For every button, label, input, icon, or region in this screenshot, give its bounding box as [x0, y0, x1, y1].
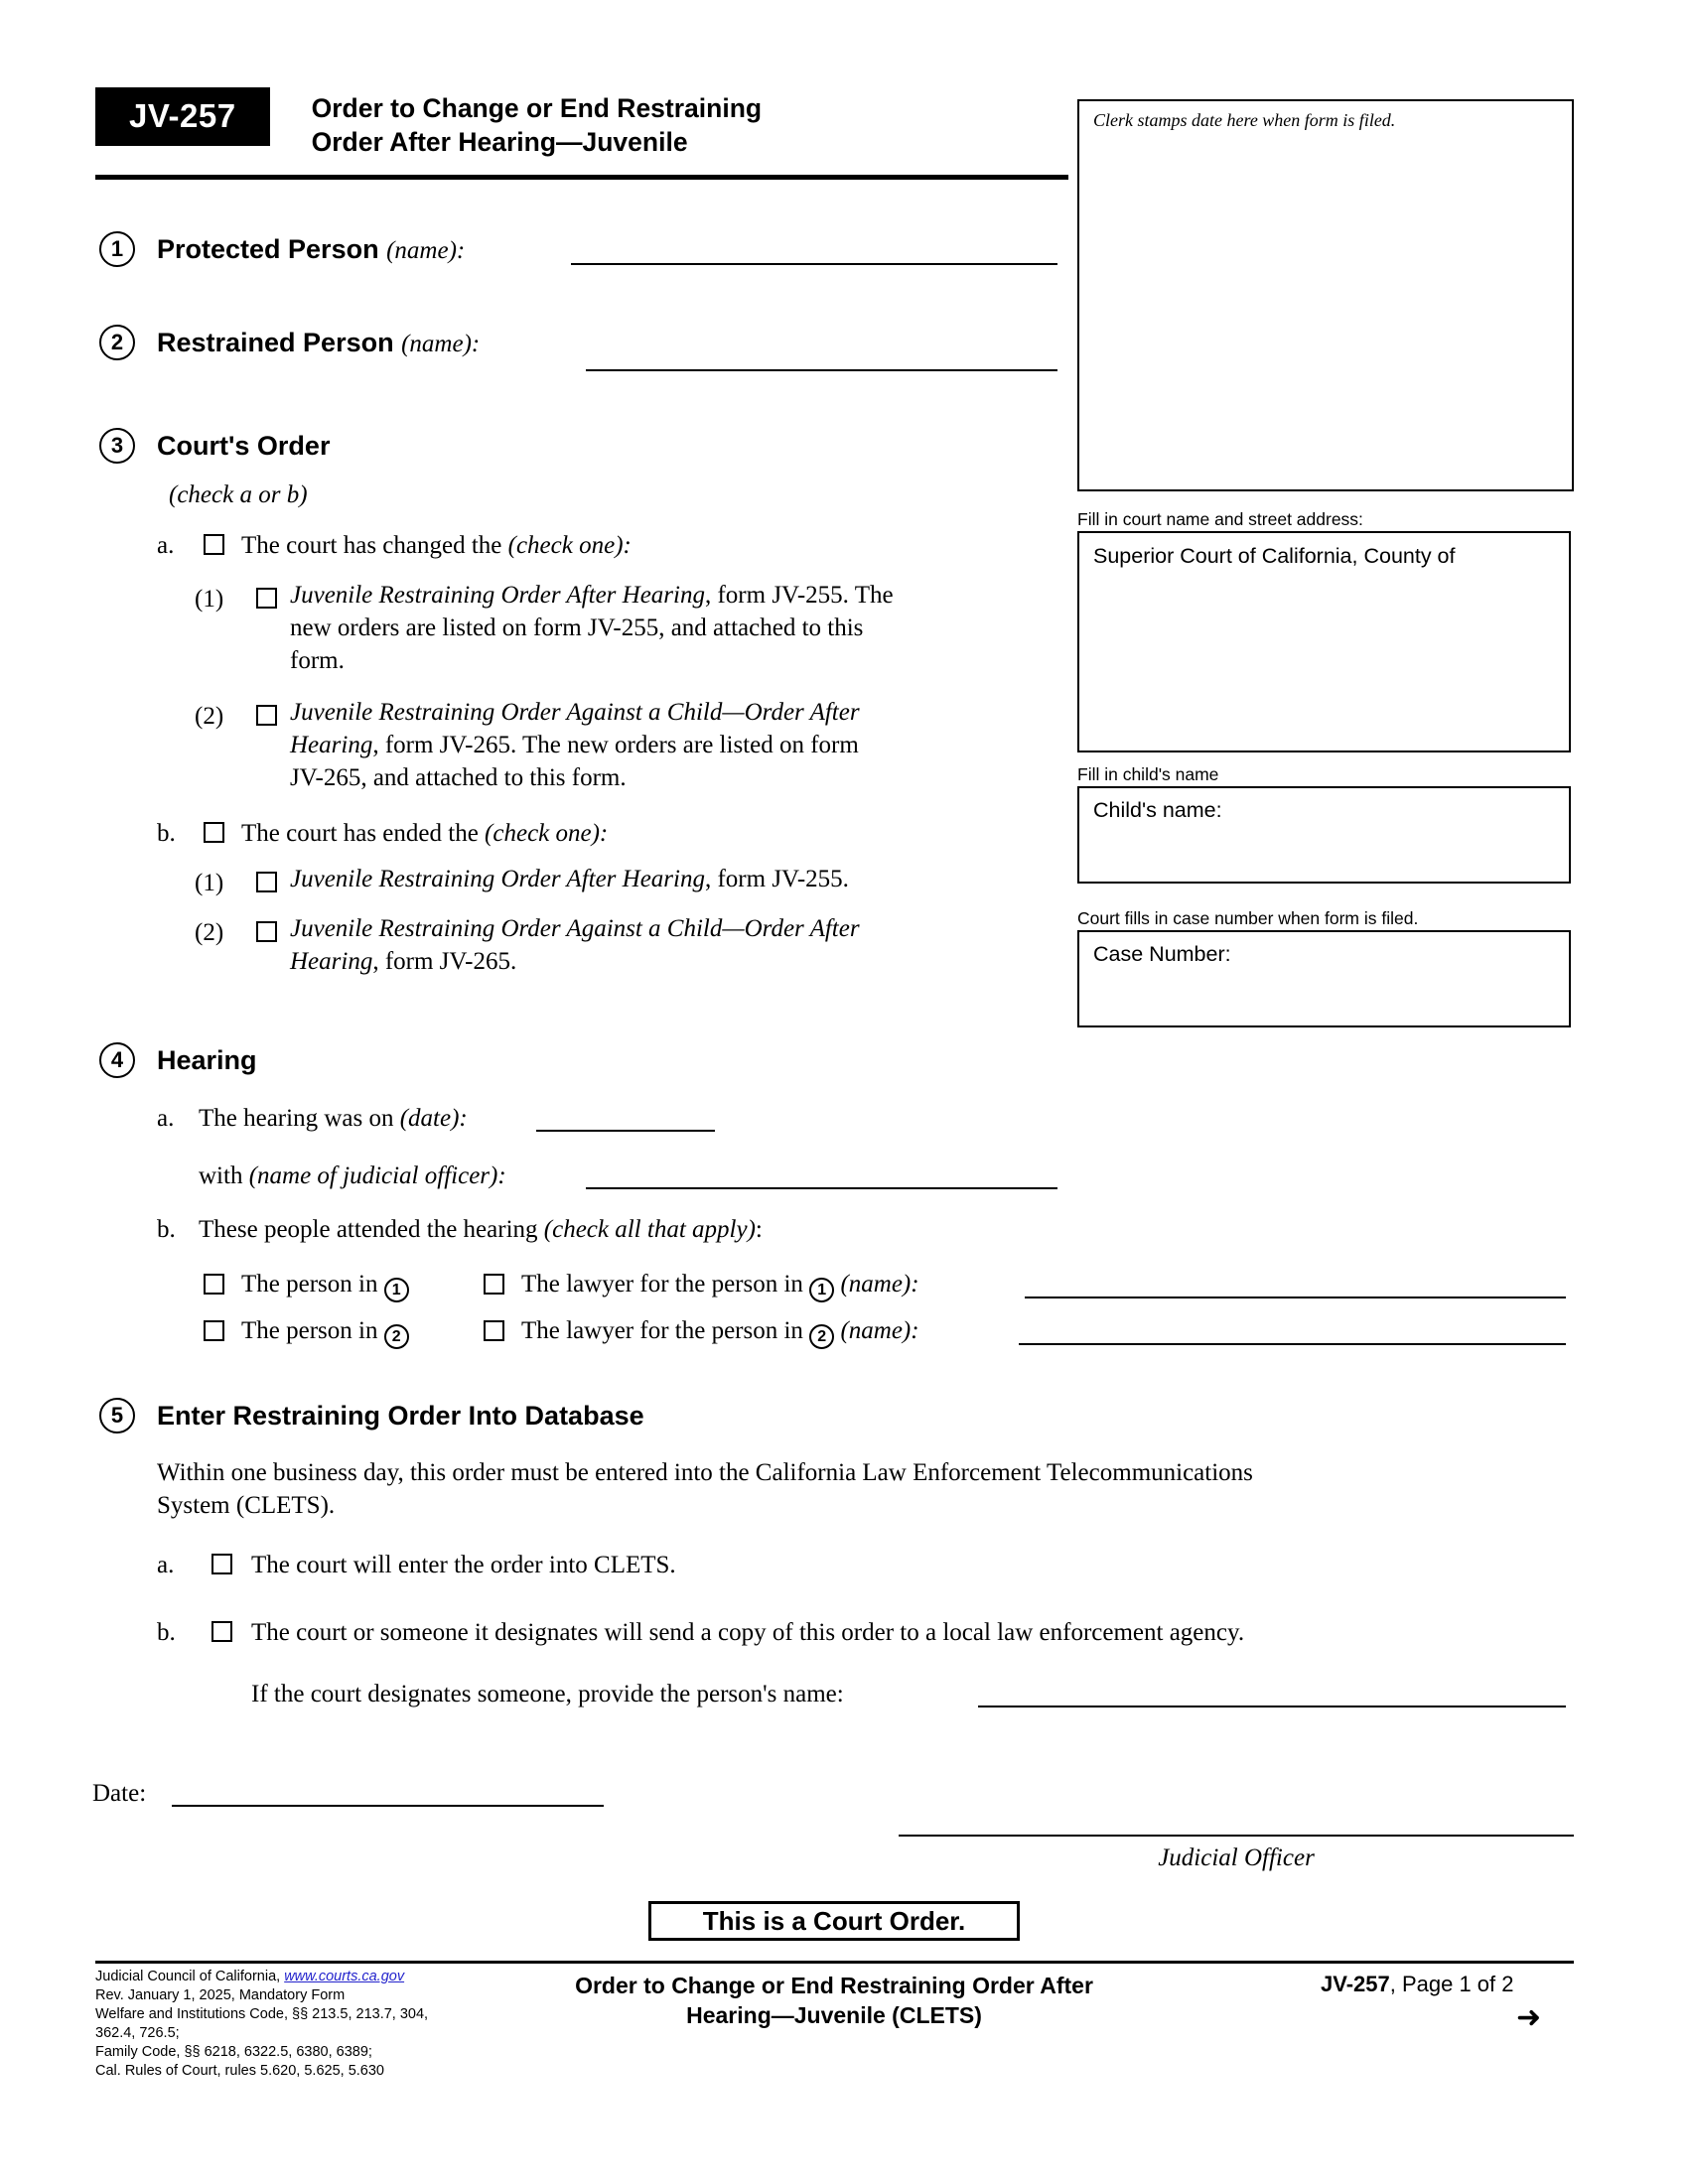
footer-title-line2: Hearing—Juvenile (CLETS) [686, 2002, 982, 2028]
child-name-value: Child's name: [1093, 798, 1222, 822]
item-3a2-rest2: , form JV-265. The new orders are listed on form [372, 732, 859, 758]
item-4a-officer-hint: (name of judicial officer): [248, 1162, 506, 1189]
item-5-number: 5 [99, 1398, 135, 1433]
item-5b-text: The court or someone it designates will send a copy of this order to a local law enforcement agency. [251, 1619, 1245, 1646]
item-1-label [157, 234, 465, 265]
item-2-title: Restrained Person [157, 328, 394, 357]
item-2-number: 2 [99, 325, 135, 360]
footer-rev: Rev. January 1, 2025, Mandatory Form [95, 1987, 346, 2003]
item-4a-main-text: The hearing was on [199, 1105, 400, 1132]
judicial-officer-name-input[interactable] [586, 1187, 1057, 1189]
courts-website-link[interactable]: www.courts.ca.gov [284, 1969, 405, 1984]
item-3a1-marker: (1) [195, 586, 224, 613]
attendee-person-2-text: The person in [241, 1317, 378, 1344]
item-3a-check-one: (check one): [507, 532, 632, 559]
item-4a-marker: a. [157, 1105, 175, 1132]
item-3-number: 3 [99, 428, 135, 464]
item-3b2-rest2: , form JV-265. [372, 948, 517, 975]
footer-page-number: , Page 1 of 2 [1389, 1972, 1514, 1996]
item-3-check-note: (check a or b) [169, 481, 308, 508]
attendee-lawyer-1-checkbox[interactable] [484, 1274, 504, 1297]
attendee-lawyer-1-name-input[interactable] [1025, 1297, 1566, 1298]
attendee-person-1-checkbox[interactable] [204, 1274, 224, 1297]
child-name-box[interactable] [1077, 786, 1571, 884]
item-5a-checkbox[interactable] [211, 1554, 232, 1577]
footer-council: Judicial Council of California, [95, 1969, 285, 1984]
item-4b-text [199, 1213, 763, 1246]
item-4a-date-hint: (date): [399, 1105, 468, 1132]
attendee-lawyer-2-name-input[interactable] [1019, 1343, 1566, 1345]
attendee-person-2-checkbox[interactable] [204, 1320, 224, 1344]
form-title [312, 87, 763, 159]
item-3-label: Court's Order [157, 431, 331, 461]
item-1-number: 1 [99, 231, 135, 267]
item-3a1-text [290, 579, 1045, 677]
footer-code1: Welfare and Institutions Code, §§ 213.5, 213.7, 304, [95, 2006, 429, 2022]
item-3b2-marker: (2) [195, 919, 224, 946]
item-1-title: Protected Person [157, 234, 379, 264]
attendee-lawyer-2-checkbox[interactable] [484, 1320, 504, 1344]
attendee-person-1-ref: 1 [384, 1278, 409, 1302]
restrained-person-input[interactable] [586, 369, 1057, 371]
item-3a2-marker: (2) [195, 703, 224, 730]
next-page-arrow-icon: ➜ [1516, 2001, 1542, 2034]
item-3a-text [241, 529, 936, 562]
footer-code3: Family Code, §§ 6218, 6322.5, 6380, 6389; [95, 2044, 372, 2060]
item-3a2-italic1: Juvenile Restraining Order Against a Child—Order After [290, 699, 860, 726]
court-address-value: Superior Court of California, County of [1093, 544, 1456, 568]
attendee-lawyer-2-hint: (name): [840, 1317, 919, 1344]
item-4-label: Hearing [157, 1045, 257, 1075]
item-4a-text [199, 1102, 468, 1135]
court-address-label: Fill in court name and street address: [1077, 509, 1363, 529]
attendee-person-2-label [241, 1314, 409, 1349]
item-3a1-checkbox[interactable] [256, 588, 277, 612]
item-3b1-checkbox[interactable] [256, 872, 277, 895]
item-5a-marker: a. [157, 1552, 175, 1578]
court-address-box[interactable] [1077, 531, 1571, 752]
attendee-lawyer-1-hint: (name): [840, 1271, 919, 1297]
hearing-date-input[interactable] [536, 1130, 715, 1132]
item-3b-check-one: (check one): [485, 820, 609, 847]
item-5b-checkbox[interactable] [211, 1621, 232, 1645]
item-3a2-text [290, 696, 1045, 794]
item-4a-with-text: with [199, 1162, 249, 1189]
item-1-hint: (name): [386, 237, 466, 264]
clerk-stamp-note: Clerk stamps date here when form is filed. [1093, 110, 1396, 130]
item-5b-designee-label: If the court designates someone, provide the person's name: [251, 1681, 844, 1707]
form-title-line1: Order to Change or End Restraining [311, 93, 763, 123]
item-3a1-rest3: form. [290, 647, 345, 674]
item-2-label [157, 328, 480, 358]
footer-divider [95, 1961, 1574, 1964]
attendee-lawyer-2-text: The lawyer for the person in [521, 1317, 803, 1344]
item-3a1-rest2: new orders are listed on form JV-255, and attached to this [290, 614, 864, 641]
item-3a1-italic: Juvenile Restraining Order After Hearing [290, 582, 705, 609]
item-3b-marker: b. [157, 820, 176, 847]
item-3b2-italic1: Juvenile Restraining Order Against a Child—Order After [290, 915, 860, 942]
item-3b-text [241, 817, 936, 850]
judicial-officer-caption: Judicial Officer [1158, 1844, 1315, 1871]
attendee-person-1-text: The person in [241, 1271, 378, 1297]
item-3b-checkbox[interactable] [204, 822, 224, 846]
case-number-label: Court fills in case number when form is filed. [1077, 908, 1419, 928]
attendee-lawyer-2-ref: 2 [809, 1324, 834, 1349]
case-number-box[interactable] [1077, 930, 1571, 1027]
attendee-lawyer-2-label [521, 1314, 919, 1349]
item-4b-check-all: (check all that apply) [543, 1216, 756, 1243]
form-number-badge: JV-257 [95, 87, 270, 146]
item-4b-colon: : [755, 1216, 763, 1243]
item-3a2-checkbox[interactable] [256, 705, 277, 729]
form-title-line2: Order After Hearing—Juvenile [311, 127, 688, 157]
header-divider [95, 175, 1068, 180]
date-label: Date: [92, 1780, 147, 1807]
item-4a-officer-row [199, 1160, 506, 1192]
case-number-value: Case Number: [1093, 942, 1231, 966]
item-4b-main-text: These people attended the hearing [199, 1216, 544, 1243]
protected-person-input[interactable] [571, 263, 1057, 265]
court-order-banner: This is a Court Order. [648, 1901, 1020, 1941]
item-5-para-line1: Within one business day, this order must be entered into the California Law Enforcement Telecommunications [157, 1459, 1253, 1486]
item-3b2-italic2: Hearing [290, 948, 373, 975]
attendee-lawyer-1-ref: 1 [809, 1278, 834, 1302]
item-4-number: 4 [99, 1042, 135, 1078]
item-3b1-text [290, 863, 1045, 895]
date-input[interactable] [172, 1805, 604, 1807]
footer-form-number: JV-257 [1321, 1972, 1390, 1996]
clerk-stamp-box [1077, 99, 1574, 491]
item-4b-marker: b. [157, 1216, 176, 1243]
item-3a2-rest3: JV-265, and attached to this form. [290, 764, 627, 791]
item-2-hint: (name): [401, 331, 481, 357]
item-5a-text: The court will enter the order into CLETS. [251, 1552, 676, 1578]
designee-name-input[interactable] [978, 1706, 1566, 1707]
item-3a2-italic2: Hearing [290, 732, 373, 758]
footer-code4: Cal. Rules of Court, rules 5.620, 5.625, 5.630 [95, 2063, 384, 2079]
item-3a-checkbox[interactable] [204, 534, 224, 558]
footer-code2: 362.4, 726.5; [95, 2025, 180, 2041]
footer-page-info [1321, 1972, 1574, 1997]
item-3b1-marker: (1) [195, 870, 224, 896]
attendee-lawyer-1-label [521, 1268, 919, 1302]
item-3a1-rest1: , form JV-255. The [704, 582, 894, 609]
item-5b-marker: b. [157, 1619, 176, 1646]
footer-form-title [467, 1971, 1201, 2030]
item-3b1-italic: Juvenile Restraining Order After Hearing [290, 866, 705, 892]
attendee-person-1-label [241, 1268, 409, 1302]
judicial-officer-signature-line[interactable] [899, 1835, 1574, 1837]
child-name-label: Fill in child's name [1077, 764, 1219, 784]
item-3b2-checkbox[interactable] [256, 921, 277, 945]
item-3b-main-text: The court has ended the [241, 820, 486, 847]
item-5-label: Enter Restraining Order Into Database [157, 1401, 644, 1431]
item-3b2-text [290, 912, 1045, 978]
item-5-paragraph [157, 1456, 1567, 1522]
item-3b1-rest: , form JV-255. [704, 866, 849, 892]
attendee-person-2-ref: 2 [384, 1324, 409, 1349]
form-header [95, 87, 1068, 159]
item-3a-marker: a. [157, 532, 175, 559]
item-3a-main-text: The court has changed the [241, 532, 508, 559]
footer-title-line1: Order to Change or End Restraining Order After [575, 1973, 1093, 1998]
footer-legal-text [95, 1968, 512, 2081]
attendee-lawyer-1-text: The lawyer for the person in [521, 1271, 803, 1297]
item-5-para-line2: System (CLETS). [157, 1492, 336, 1519]
